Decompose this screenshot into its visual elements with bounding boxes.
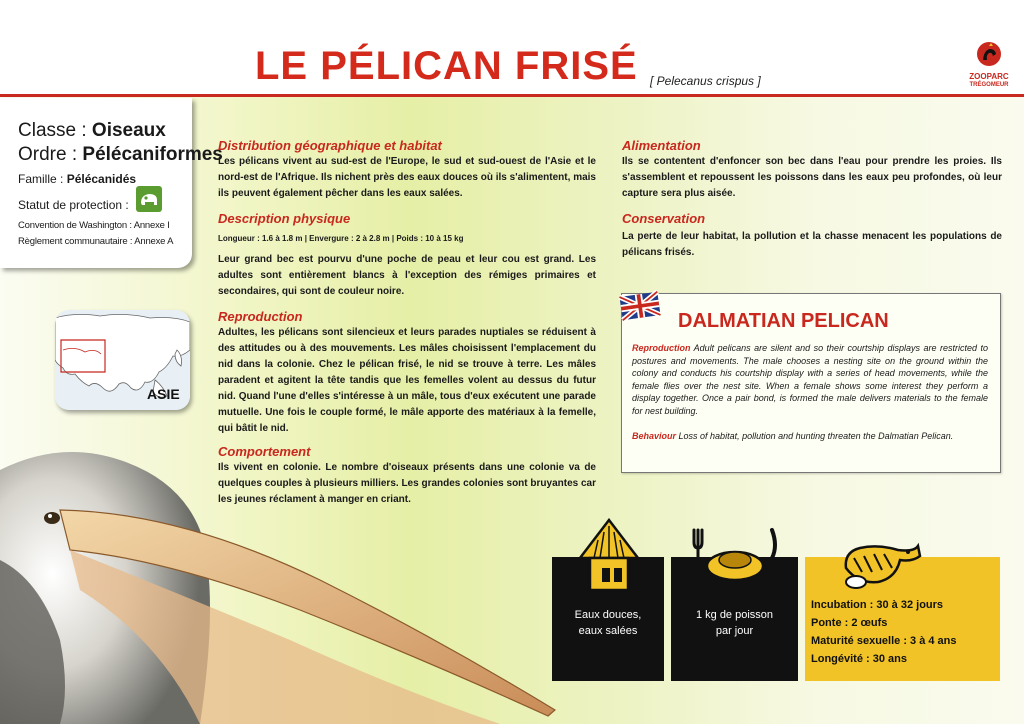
english-title: DALMATIAN PELICAN	[678, 310, 889, 332]
classe-line	[18, 120, 166, 142]
comportement-text: Ils vivent en colonie. Le nombre d'oiseaux présents dans une colonie va de quelques couples à plusieurs milliers. Les grandes colonies sont bruyantes car les jeunes réclament à manger en criant.	[218, 462, 596, 505]
description-text: Leur grand bec est pourvu d'une poche de peau et leur cou est grand. Les adultes sont entièrement blancs à l'exception des rémiges primaires et secondaires, qui sont de couleur noire.	[218, 254, 596, 297]
ordre-label: Ordre :	[18, 144, 78, 165]
habitat-line1: Eaux douces,	[574, 609, 642, 621]
pelican-head-illustration	[0, 440, 560, 724]
english-reproduction-heading: Reproduction	[632, 343, 691, 353]
alimentation-heading: Alimentation	[622, 138, 701, 153]
stat-ponte: Ponte : 2 œufs	[811, 617, 888, 629]
english-reproduction-text: Adult pelicans are silent and so their courtship displays are restricted to postures and movements. The male chooses a nesting site on the ground within the colony and conducts his courtship display with a series of head movements, while the female flies over the nest site. When a female shows some interest they perform a display together. Once a pair bond, is formed the male delivers materials to the female for nest building.	[632, 343, 988, 416]
english-summary-box	[621, 293, 1001, 473]
famille-value: Pélécanidés	[66, 172, 137, 186]
alimentation-text: Ils se contentent d'enfoncer son bec dans l'eau pour prendre les proies. Ils s'assemblent et repoussent les poissons dans les eaux peu profondes, où leur capture sera plus aisée.	[622, 156, 1002, 199]
english-behaviour-text: Loss of habitat, pollution and hunting threaten the Dalmatian Pelican.	[678, 431, 954, 441]
food-line2: par jour	[715, 625, 754, 637]
habitat-label	[552, 607, 664, 639]
protection-status-icon	[136, 186, 162, 212]
famille-line	[18, 172, 136, 186]
description-measures: Longueur : 1.6 à 1.8 m | Envergure : 2 à 2.8 m | Poids : 10 à 15 kg	[218, 234, 464, 243]
statut-label: Statut de protection :	[18, 198, 129, 212]
header-rule	[0, 94, 1024, 97]
latin-name: [ Pelecanus crispus ]	[650, 74, 761, 88]
uk-flag-icon	[618, 290, 662, 322]
stat-longevite: Longévité : 30 ans	[811, 653, 907, 665]
english-behaviour-heading: Behaviour	[632, 431, 677, 441]
distribution-heading: Distribution géographique et habitat	[218, 138, 442, 153]
distribution-text: Les pélicans vivent au sud-est de l'Europe, le sud et sud-ouest de l'Asie et le nord-est de l'Afrique. Ils nichent près des eaux douces où ils s'alimentent, mais ils peuvent également pêcher dans les eaux salées.	[218, 156, 596, 199]
stat-maturite: Maturité sexuelle : 3 à 4 ans	[811, 635, 957, 647]
comportement-heading: Comportement	[218, 444, 311, 459]
logo-line1: ZOOPARC	[969, 72, 1009, 81]
description-heading: Description physique	[218, 211, 351, 226]
reproduction-heading: Reproduction	[218, 309, 303, 324]
conservation-heading: Conservation	[622, 211, 706, 226]
english-reproduction	[632, 342, 988, 417]
hut-icon	[578, 518, 640, 594]
range-map	[55, 310, 190, 410]
english-behaviour	[632, 430, 988, 443]
page-title: LE PÉLICAN FRISÉ	[255, 44, 638, 88]
famille-label: Famille :	[18, 172, 64, 186]
conservation-text: La perte de leur habitat, la pollution et la chasse menacent les populations de pélicans frisés.	[622, 231, 1002, 258]
classe-value: Oiseaux	[91, 120, 166, 141]
plate-cutlery-icon	[688, 526, 782, 588]
ordre-line	[18, 144, 223, 166]
food-line1: 1 kg de poisson	[695, 609, 774, 621]
rooster-icon	[974, 40, 1004, 68]
stat-incubation: Incubation : 30 à 32 jours	[811, 599, 944, 611]
map-label: ASIE	[147, 386, 180, 402]
logo-line2: TRÉGOMEUR	[969, 82, 1009, 88]
pelican-egg-icon	[838, 538, 922, 590]
food-label	[671, 607, 798, 639]
ordre-value: Pélécaniformes	[82, 144, 223, 165]
zooparc-logo	[962, 40, 1016, 92]
habitat-line2: eaux salées	[578, 625, 638, 637]
reglement-communautaire: Règlement communautaire : Annexe A	[18, 236, 174, 247]
reproduction-text: Adultes, les pélicans sont silencieux et leurs parades nuptiales se réduisent à des attitudes ou à des mouvements. Les mâles choisissent l'emplacement du nid dans la colonie. Chez le pélican frisé, le nid se trouve à terre. Les mâles paradent et agitent la tête tandis que les femelles volent au dessus du futur nid. Quand l'une d'elles s'intéresse à un mâle, tous d'eux exécutent une parade mutuelle. Une fois le couple formé, le mâle apporte des matériaux à la femelle, qui bâtit le nid.	[218, 327, 596, 434]
classification-box	[0, 98, 223, 268]
convention-washington: Convention de Washington : Annexe I	[18, 220, 170, 231]
classe-label: Classe :	[18, 120, 87, 141]
